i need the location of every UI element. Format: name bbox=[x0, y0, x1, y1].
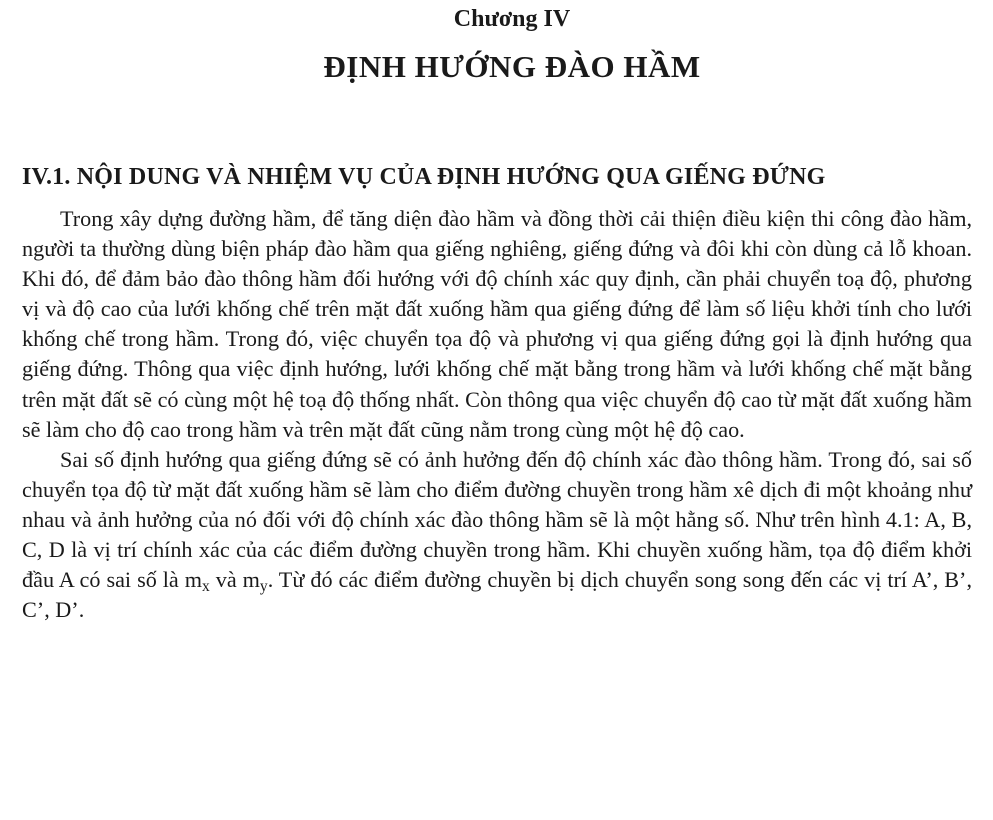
paragraph-2-text-a: Sai số định hướng qua giếng đứng sẽ có ảnh hưởng đến độ chính xác đào thông hầm. Trong đó, sai số chuyển tọa độ từ mặt đất xuống hầm sẽ làm cho điểm đường chuyền trong hầm xê dịch đi một khoảng như nhau và ảnh hưởng của nó đối với độ chính xác đào thông hầm sẽ là một hằng số. Như trên hình 4.1: A, B, C, D là vị trí chính xác của các điểm đường chuyền trong hầm. Khi chuyền xuống hầm, tọa độ điểm khởi đầu A có sai số là m bbox=[22, 446, 972, 593]
chapter-title: ĐỊNH HƯỚNG ĐÀO HẦM bbox=[323, 49, 701, 84]
subscript-y: y bbox=[259, 578, 268, 595]
subscript-x: x bbox=[202, 578, 210, 595]
paragraph-2-text-and: và m bbox=[209, 567, 260, 593]
document-page bbox=[22, 0, 972, 625]
paragraph-1: Trong xây dựng đường hầm, để tăng diện đào hầm và đồng thời cải thiện điều kiện thi công đào hầm, người ta thường dùng biện pháp đào hầm qua giếng nghiêng, giếng đứng và đôi khi còn dùng cả lỗ khoan. Khi đó, để đảm bảo đào thông hầm đối hướng với độ chính xác quy định, cần phải chuyển toạ độ, phương vị và độ cao của lưới khống chế trên mặt đất xuống hầm qua giếng đứng để làm số liệu khởi tính cho lưới khống chế trong hầm. Trong đó, việc chuyển tọa độ và phương vị qua giếng đứng gọi là định hướng qua giếng đứng. Thông qua việc định hướng, lưới khống chế mặt bằng trong hầm và lưới khống chế mặt bằng trên mặt đất sẽ có cùng một hệ toạ độ thống nhất. Còn thông qua việc chuyển độ cao từ mặt đất xuống hầm sẽ làm cho độ cao trong hầm và trên mặt đất cũng nằm trong cùng một hệ độ cao. bbox=[22, 206, 972, 442]
section-heading: IV.1. NỘI DUNG VÀ NHIỆM VỤ CỦA ĐỊNH HƯỚNG QUA GIẾNG ĐỨNG bbox=[22, 164, 826, 190]
paragraph-2 bbox=[22, 445, 972, 626]
chapter-label: Chương IV bbox=[453, 6, 571, 32]
paragraph-2-text-b: . Từ đó các điểm đường chuyền bị dịch chuyển song song đến các vị trí A’, B’, C’, D’. bbox=[22, 567, 972, 623]
